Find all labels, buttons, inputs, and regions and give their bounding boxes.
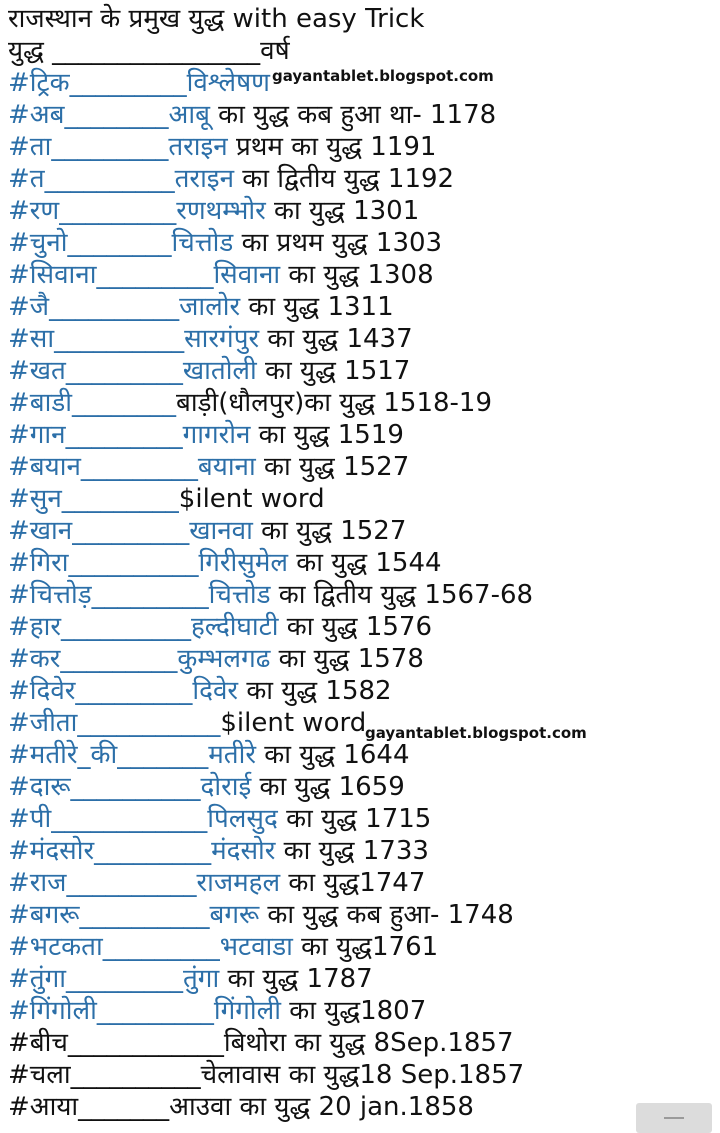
trick-word: #सुन_________ xyxy=(8,484,179,514)
trick-word: #चुनो________ xyxy=(8,228,172,258)
battle-place: विश्लेषण xyxy=(186,68,270,98)
battle-year: का युद्ध 1527 xyxy=(252,516,407,546)
battle-place: मंदसोर xyxy=(211,836,276,866)
battle-place: राजमहल xyxy=(196,868,281,898)
war-entry xyxy=(8,387,492,419)
battle-place: बाड़ी(धौलपुर) xyxy=(176,388,305,418)
battle-place: रणथम्भोर xyxy=(176,196,266,226)
battle-place: बयाना xyxy=(197,452,256,482)
war-entry xyxy=(8,931,438,963)
battle-place: सारगंपुर xyxy=(184,324,260,354)
battle-place: चेलावास का युद्ध18 Sep.1857 xyxy=(200,1060,525,1090)
battle-place: गागरोन xyxy=(182,420,251,450)
battle-year: का युद्ध1807 xyxy=(281,996,427,1026)
trick-word: #तुंगा_________ xyxy=(8,964,183,994)
trick-word: #हार__________ xyxy=(8,612,191,642)
war-entry xyxy=(8,355,410,387)
battle-year: का युद्ध 1311 xyxy=(240,292,394,322)
battle-year: प्रथम का युद्ध 1191 xyxy=(227,132,437,162)
war-entry xyxy=(8,643,424,675)
battle-place: गिरीसुमेल xyxy=(198,548,289,578)
scroll-to-top-button[interactable] xyxy=(636,1103,712,1133)
trick-word: #खत_________ xyxy=(8,356,183,386)
trick-word: #गिंगोली_________ xyxy=(8,996,214,1026)
trick-word: #गिरा__________ xyxy=(8,548,199,578)
battle-place: हल्दीघाटी xyxy=(190,612,279,642)
document-page xyxy=(8,3,720,1127)
battle-place: भटवाडा xyxy=(219,932,293,962)
battle-year: का युद्ध 1644 xyxy=(255,740,410,770)
battle-place: आउवा का युद्ध 20 jan.1858 xyxy=(169,1092,474,1122)
war-entry xyxy=(8,419,404,451)
battle-year: का द्वितीय युद्ध 1567-68 xyxy=(270,580,534,610)
battle-year: का युद्ध कब हुआ- 1748 xyxy=(259,900,514,930)
minus-icon xyxy=(664,1117,684,1119)
battle-place: चित्तोड xyxy=(171,228,234,258)
war-entry xyxy=(8,515,406,547)
watermark-top: gayantablet.blogspot.com xyxy=(272,67,494,85)
battle-place: जालोर xyxy=(179,292,241,322)
battle-year: का प्रथम युद्ध 1303 xyxy=(233,228,443,258)
battle-year: का युद्ध 1527 xyxy=(255,452,410,482)
trick-word: #दिवेर_________ xyxy=(8,676,193,706)
battle-year: का युद्ध 1733 xyxy=(275,836,429,866)
watermark-middle: gayantablet.blogspot.com xyxy=(365,724,587,742)
war-entry xyxy=(8,803,431,835)
battle-year: का युद्ध 1787 xyxy=(219,964,373,994)
battle-year: का युद्ध 1576 xyxy=(278,612,432,642)
trick-word: #आया_______ xyxy=(8,1092,170,1122)
trick-word: #पी____________ xyxy=(8,804,208,834)
trick-word: #गान_________ xyxy=(8,420,183,450)
war-entry xyxy=(8,899,514,931)
battle-year: का द्वितीय युद्ध 1192 xyxy=(234,164,455,194)
battle-year: का युद्ध 1517 xyxy=(256,356,411,386)
trick-word: #सिवाना_________ xyxy=(8,260,214,290)
battle-place: $ilent word xyxy=(220,708,367,738)
trick-word: #दारू__________ xyxy=(8,772,201,802)
war-entry xyxy=(8,483,325,515)
war-entry xyxy=(8,67,270,99)
battle-year: का युद्ध 1544 xyxy=(288,548,442,578)
trick-word: #बीच____________ xyxy=(8,1028,224,1058)
battle-place: पिलसुद xyxy=(207,804,278,834)
trick-word: #मतीरे_की_______ xyxy=(8,740,209,770)
trick-word: #कर_________ xyxy=(8,644,178,674)
trick-word: #ट्रिक_________ xyxy=(8,68,187,98)
war-entry xyxy=(8,867,425,899)
battle-place: तराइन xyxy=(168,132,228,162)
battle-place: तुंगा xyxy=(182,964,220,994)
header-row: युद्ध ________________वर्ष xyxy=(8,36,290,66)
battle-place: गिंगोली xyxy=(213,996,282,1026)
trick-word: #भटकता_________ xyxy=(8,932,220,962)
war-entry xyxy=(8,1027,514,1059)
battle-place: खानवा xyxy=(189,516,253,546)
war-entry xyxy=(8,771,405,803)
battle-place: दोराई xyxy=(200,772,252,802)
trick-word: #चला__________ xyxy=(8,1060,201,1090)
trick-word: #त__________ xyxy=(8,164,175,194)
battle-place: सिवाना xyxy=(213,260,281,290)
war-entry xyxy=(8,707,366,739)
trick-word: #खान_________ xyxy=(8,516,190,546)
battle-year: का युद्ध 1437 xyxy=(259,324,413,354)
war-entry xyxy=(8,451,409,483)
trick-word: #मंदसोर_________ xyxy=(8,836,212,866)
war-entry xyxy=(8,99,496,131)
battle-place: तराइन xyxy=(174,164,234,194)
battle-year: का युद्ध 1301 xyxy=(265,196,420,226)
battle-year: का युद्ध 1578 xyxy=(270,644,424,674)
trick-word: #सा__________ xyxy=(8,324,185,354)
battle-year: का युद्ध 1519 xyxy=(250,420,404,450)
battle-place: चित्तोड xyxy=(208,580,271,610)
war-entry xyxy=(8,579,533,611)
war-entry xyxy=(8,131,436,163)
battle-place: कुम्भलगढ xyxy=(177,644,271,674)
war-entry xyxy=(8,259,434,291)
trick-word: #बयान_________ xyxy=(8,452,198,482)
battle-place: बगरू xyxy=(209,900,260,930)
trick-word: #बाडी________ xyxy=(8,388,177,418)
war-entry xyxy=(8,675,392,707)
war-entry xyxy=(8,163,454,195)
battle-year: का युद्ध 1582 xyxy=(238,676,392,706)
war-entry xyxy=(8,835,429,867)
war-entry xyxy=(8,995,426,1027)
battle-place: खातोली xyxy=(182,356,257,386)
war-entry xyxy=(8,611,432,643)
battle-year: का युद्ध कब हुआ था- 1178 xyxy=(209,100,497,130)
war-entry xyxy=(8,1091,474,1123)
war-entry xyxy=(8,323,413,355)
battle-place: आबू xyxy=(168,100,210,130)
battle-place: मतीरे xyxy=(208,740,256,770)
war-entry xyxy=(8,1059,524,1091)
battle-place: $ilent word xyxy=(178,484,325,514)
trick-word: #अब________ xyxy=(8,100,169,130)
battle-year: का युद्ध 1659 xyxy=(251,772,405,802)
battle-year: का युद्ध 1308 xyxy=(280,260,434,290)
war-entry xyxy=(8,195,419,227)
war-entry xyxy=(8,547,442,579)
battle-place: दिवेर xyxy=(192,676,239,706)
battle-year: का युद्ध 1715 xyxy=(277,804,432,834)
battle-place: बिथोरा का युद्ध 8Sep.1857 xyxy=(223,1028,514,1058)
trick-word: #चित्तोड़_________ xyxy=(8,580,209,610)
battle-year: का युद्ध1761 xyxy=(292,932,439,962)
war-entry xyxy=(8,963,373,995)
war-entry xyxy=(8,291,394,323)
battle-year: का युद्ध1747 xyxy=(280,868,426,898)
trick-word: #जीता___________ xyxy=(8,708,221,738)
trick-word: #राज__________ xyxy=(8,868,197,898)
trick-word: #ता_________ xyxy=(8,132,169,162)
battle-year: का युद्ध 1518-19 xyxy=(304,388,493,418)
trick-word: #बगरू__________ xyxy=(8,900,210,930)
trick-word: #जै__________ xyxy=(8,292,180,322)
trick-word: #रण_________ xyxy=(8,196,177,226)
war-entry xyxy=(8,227,442,259)
war-entry xyxy=(8,739,410,771)
page-title: राजस्थान के प्रमुख युद्ध with easy Trick xyxy=(8,4,425,34)
